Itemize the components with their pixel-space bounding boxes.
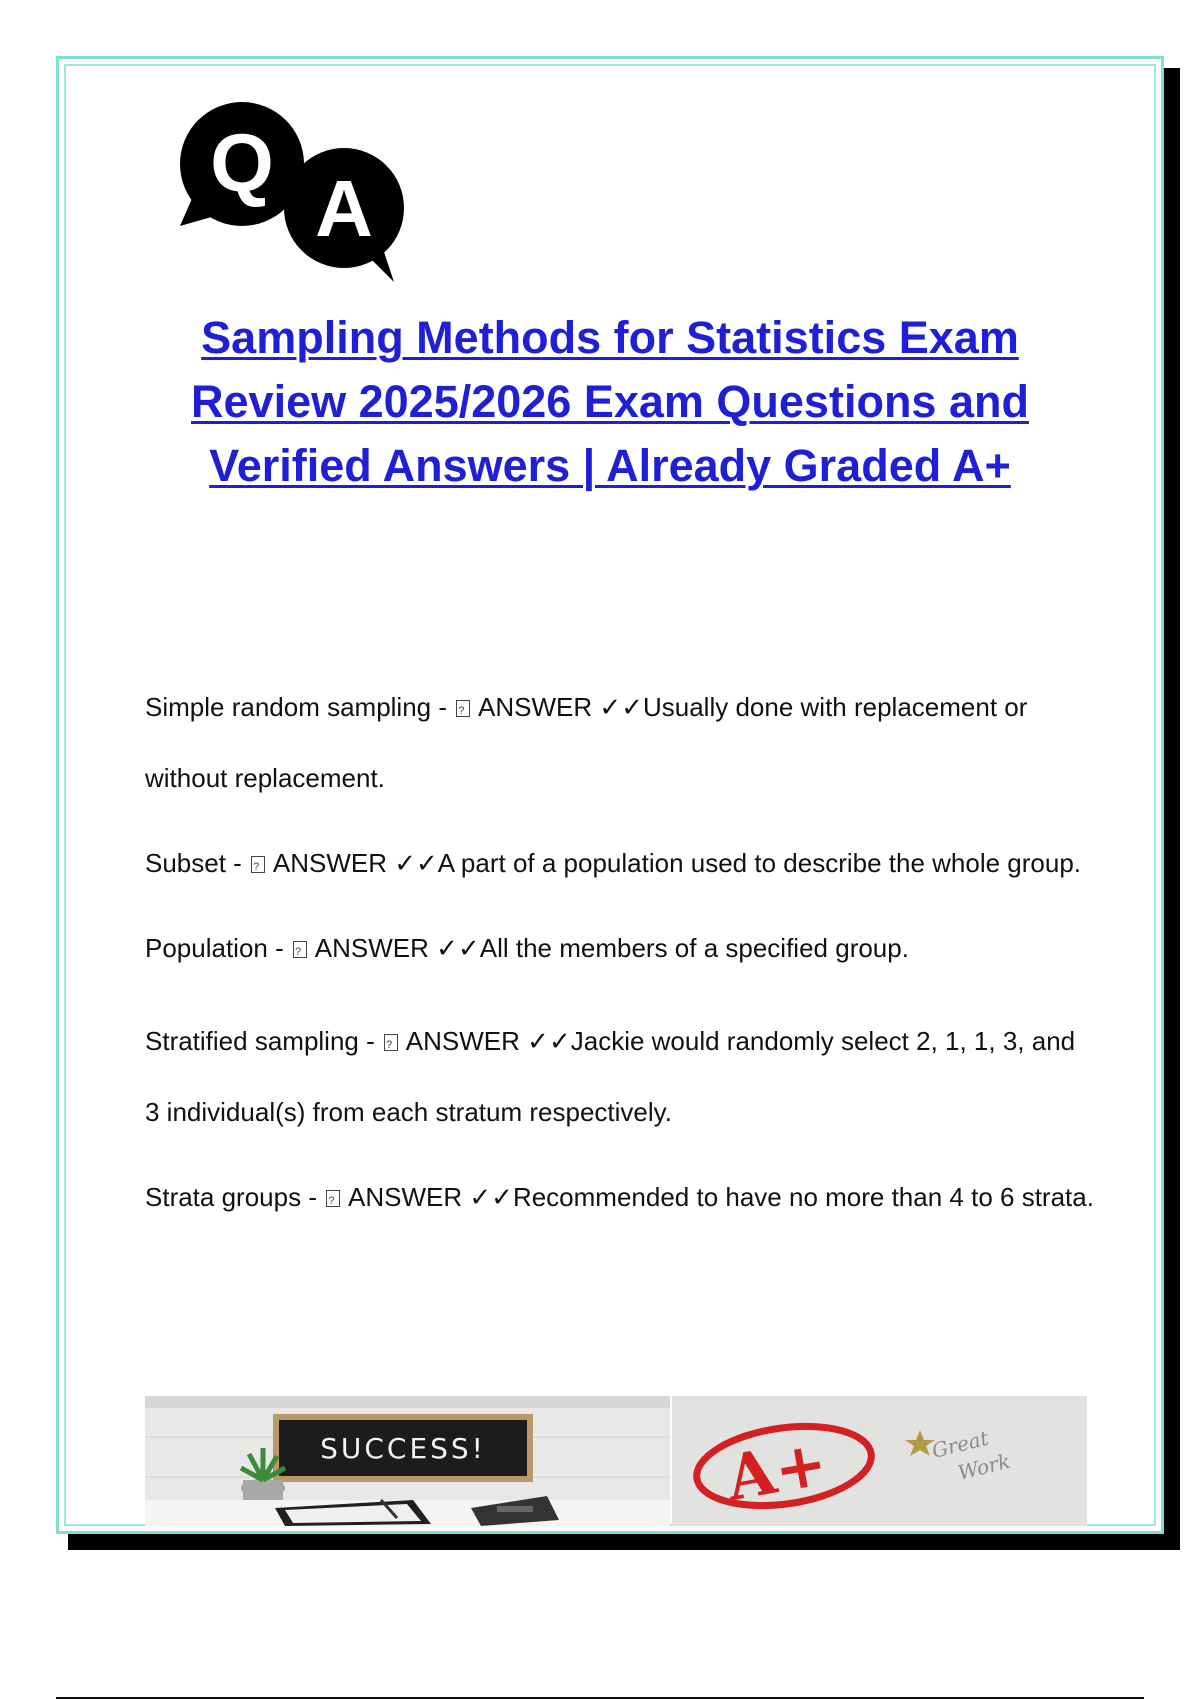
missing-glyph-icon [456,700,470,717]
item-term: Strata groups [145,1182,302,1212]
grade-text: A+ [721,1425,833,1516]
success-image [145,1396,670,1526]
missing-glyph-icon [251,856,265,873]
list-item: Simple random sampling - ? ANSWER ✓✓Usually done with replacement or without replacement. [145,672,1095,814]
success-text: SUCCESS! [320,1432,486,1465]
list-item: Subset - ? ANSWER ✓✓A part of a population used to describe the whole group. [145,828,1095,899]
item-answer: Jackie would randomly select 2, 1, 1, 3, and 3 individual(s) from each stratum respectively. [145,1026,1076,1127]
missing-glyph-icon [293,941,307,958]
answer-prefix: ANSWER [405,1026,520,1056]
qa-logo [172,96,442,286]
item-term: Simple random sampling [145,692,432,722]
answer-prefix: ANSWER [272,848,387,878]
q-letter: Q [210,118,274,209]
answer-prefix: ANSWER [348,1182,463,1212]
check-marks: ✓✓ [394,848,438,878]
item-term: Subset [145,848,226,878]
note-text-line2: Work [955,1448,1013,1485]
footer-divider [56,1697,1144,1699]
item-answer: All the members of a specified group. [479,933,909,963]
item-term: Population [145,933,268,963]
check-marks: ✓✓ [599,692,643,722]
check-marks: ✓✓ [527,1026,571,1056]
a-bubble-icon [284,148,404,282]
document-title[interactable]: Sampling Methods for Statistics Exam Review 2025/2026 Exam Questions and Verified Answers | Already Graded A+ [191,312,1029,491]
check-marks: ✓✓ [469,1182,513,1212]
list-item: Stratified sampling - ? ANSWER ✓✓Jackie would randomly select 2, 1, 1, 3, and 3 individual(s) from each stratum respectively. [145,1006,1095,1148]
answer-prefix: ANSWER [478,692,593,722]
missing-glyph-icon [326,1190,340,1207]
note-text-line1: Great [929,1425,991,1463]
item-term: Stratified sampling [145,1026,359,1056]
qa-list [145,672,1095,1247]
list-item: Population - ? ANSWER ✓✓All the members of a specified group. [145,913,1095,984]
check-marks: ✓✓ [436,933,480,963]
a-plus-image [672,1396,1087,1526]
answer-prefix: ANSWER [314,933,429,963]
item-answer: A part of a population used to describe the whole group. [437,848,1082,878]
promo-images [145,1396,1087,1526]
item-answer: Recommended to have no more than 4 to 6 strata. [512,1182,1094,1212]
missing-glyph-icon [384,1034,398,1051]
list-item: Strata groups - ? ANSWER ✓✓Recommended to have no more than 4 to 6 strata. [145,1162,1095,1233]
item-answer: Usually done with replacement or without replacement. [145,692,1028,793]
a-letter: A [315,164,373,253]
